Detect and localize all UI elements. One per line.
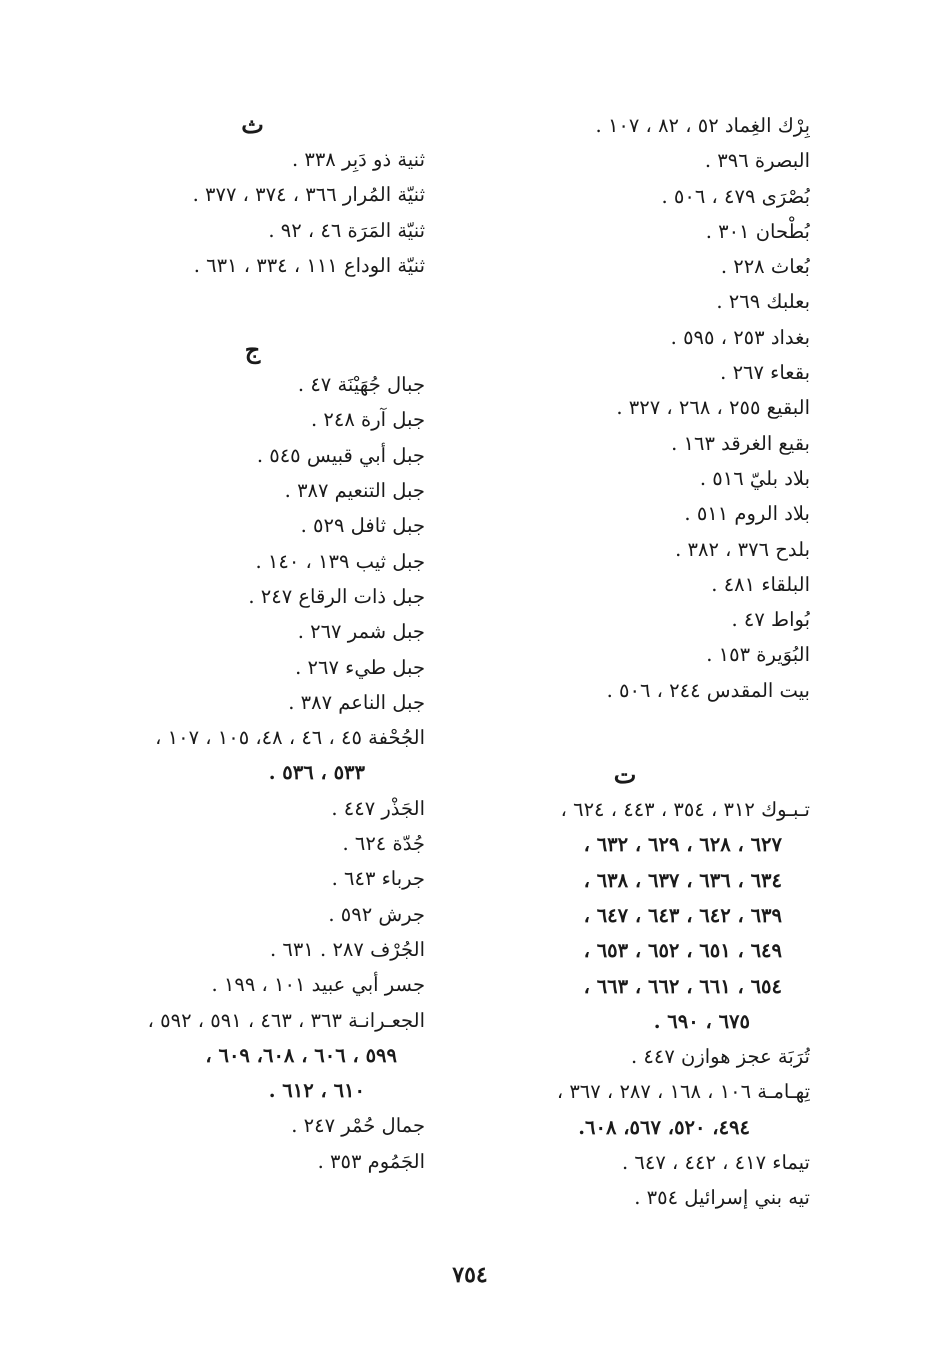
index-entry: بيت المقدس ٢٤٤ ، ٥٠٦ . <box>606 678 810 702</box>
index-entry-continuation: ٦١٠ ، ٦١٢ . <box>268 1079 365 1103</box>
index-entry: الجَمُوم ٣٥٣ . <box>317 1149 425 1173</box>
entry-list-tha <box>80 142 425 283</box>
index-entry: جرباء ٦٤٣ . <box>331 867 425 891</box>
section-letter-tha: ث <box>241 110 264 139</box>
section-letter-jim: ج <box>244 335 261 365</box>
index-entry: تـبـوك ٣١٢ ، ٣٥٤ ، ٤٤٣ ، ٦٢٤ ، <box>560 798 810 822</box>
left-column <box>80 108 425 1179</box>
index-entry: جُدّة ٦٢٤ . <box>342 832 425 856</box>
index-entry: جبل آرة ٢٤٨ . <box>311 408 425 432</box>
index-entry: جرش ٥٩٢ . <box>328 902 425 926</box>
index-entry-continuation: ٦٤٩ ، ٦٥١ ، ٦٥٢ ، ٦٥٣ ، <box>583 939 782 963</box>
index-entry: جسر أبي عبيد ١٠١ ، ١٩٩ . <box>211 973 425 997</box>
index-entry: بغداد ٢٥٣ ، ٥٩٥ . <box>670 325 810 349</box>
index-entry: جبل ثيب ١٣٩ ، ١٤٠ . <box>255 549 425 573</box>
index-entry: ثنيّة المُرار ٣٦٦ ، ٣٧٤ ، ٣٧٧ . <box>192 183 425 207</box>
index-entry: بلدح ٣٧٦ ، ٣٨٢ . <box>675 537 810 561</box>
page-number: ٧٥٤ <box>452 1262 488 1288</box>
entry-list-jim <box>80 367 425 1179</box>
index-entry: ثنيّة الوداع ١١١ ، ٣٣٤ ، ٦٣١ . <box>193 253 425 277</box>
index-entry: البقيع ٢٥٥ ، ٢٦٨ ، ٣٢٧ . <box>616 396 810 420</box>
index-entry: بُعاث ٢٢٨ . <box>720 255 810 279</box>
index-entry: تيماء ٤١٧ ، ٤٤٢ ، ٦٤٧ . <box>622 1151 810 1175</box>
index-entry: بعلبك ٢٦٩ . <box>716 290 810 314</box>
index-entry: بلاد الروم ٥١١ . <box>684 502 810 526</box>
index-entry: بِرْك الغِماد ٥٢ ، ٨٢ ، ١٠٧ . <box>595 114 810 137</box>
index-entry-continuation: ٥٩٩ ، ٦٠٦ ، ٦٠٨، ٦٠٩ ، <box>205 1043 397 1067</box>
index-entry: جبال جُهَيْنَة ٤٧ . <box>297 373 425 397</box>
index-entry: جبل أبي قبيس ٥٤٥ . <box>256 443 425 467</box>
entry-list-ba <box>440 108 810 708</box>
index-entry: بقيع الغرقد ١٦٣ . <box>671 431 810 455</box>
index-entry: تيه بني إسرائيل ٣٥٤ . <box>634 1186 810 1210</box>
entry-list-ta <box>440 792 810 1216</box>
index-entry-continuation: ٦٥٤ ، ٦٦١ ، ٦٦٢ ، ٦٦٣ ، <box>583 974 782 998</box>
index-entry: البلقاء ٤٨١ . <box>711 572 810 596</box>
index-entry: ثنيّة المَرَة ٤٦ ، ٩٢ . <box>268 218 425 242</box>
right-column <box>440 108 810 1216</box>
index-entry: البصرة ٣٩٦ . <box>704 149 810 173</box>
index-entry: الجَذْر ٤٤٧ . <box>331 796 425 820</box>
index-entry: الجُحْفة ٤٥ ، ٤٦ ، ٤٨، ١٠٥ ، ١٠٧ ، <box>155 726 425 750</box>
index-entry: جبل ذات الرقاع ٢٤٧ . <box>248 584 425 608</box>
index-entry: جمال حُمْر ٢٤٧ . <box>291 1114 425 1138</box>
index-entry-continuation: ٦٢٧ ، ٦٢٨ ، ٦٢٩ ، ٦٣٢ ، <box>583 833 782 857</box>
index-entry: بقعاء ٢٦٧ . <box>720 361 810 385</box>
index-entry-continuation: ٦٣٤ ، ٦٣٦ ، ٦٣٧ ، ٦٣٨ ، <box>583 868 782 892</box>
index-entry: تُرَبَة عجز هوازن ٤٤٧ . <box>631 1045 810 1069</box>
index-entry: بلاد بليّ ٥١٦ . <box>699 466 810 490</box>
index-entry: ثنية ذو دَبِر ٣٣٨ . <box>291 148 425 171</box>
index-entry: بُواط ٤٧ . <box>731 608 810 632</box>
index-entry-continuation: ٥٣٣ ، ٥٣٦ . <box>268 761 365 785</box>
index-entry: جبل شمر ٢٦٧ . <box>297 620 425 644</box>
index-entry: تِهـامـة ١٠٦ ، ١٦٨ ، ٢٨٧ ، ٣٦٧ ، <box>556 1080 810 1104</box>
index-entry: البُوَيرة ١٥٣ . <box>706 643 810 667</box>
index-entry: جبل التنعيم ٣٨٧ . <box>284 479 425 503</box>
index-entry: بُطْحان ٣٠١ . <box>705 219 810 243</box>
index-entry-continuation: ٦٧٥ ، ٦٩٠ . <box>653 1009 750 1033</box>
index-entry: الجعـرانـة ٣٦٣ ، ٤٦٣ ، ٥٩١ ، ٥٩٢ ، <box>147 1008 425 1032</box>
index-entry-continuation: ٤٩٤، ٥٢٠، ٥٦٧، ٦٠٨. <box>578 1115 750 1139</box>
section-letter-ta: ت <box>613 760 637 790</box>
index-entry: جبل طيء ٢٦٧ . <box>295 655 425 679</box>
index-entry: جبل ثافل ٥٢٩ . <box>300 514 425 538</box>
index-entry: بُصْرَى ٤٧٩ ، ٥٠٦ . <box>661 184 810 208</box>
index-entry: جبل الناعم ٣٨٧ . <box>288 690 425 714</box>
index-entry: الجُرْف ٢٨٧ . ٦٣١ . <box>270 937 425 961</box>
index-entry-continuation: ٦٣٩ ، ٦٤٢ ، ٦٤٣ ، ٦٤٧ ، <box>583 903 782 927</box>
